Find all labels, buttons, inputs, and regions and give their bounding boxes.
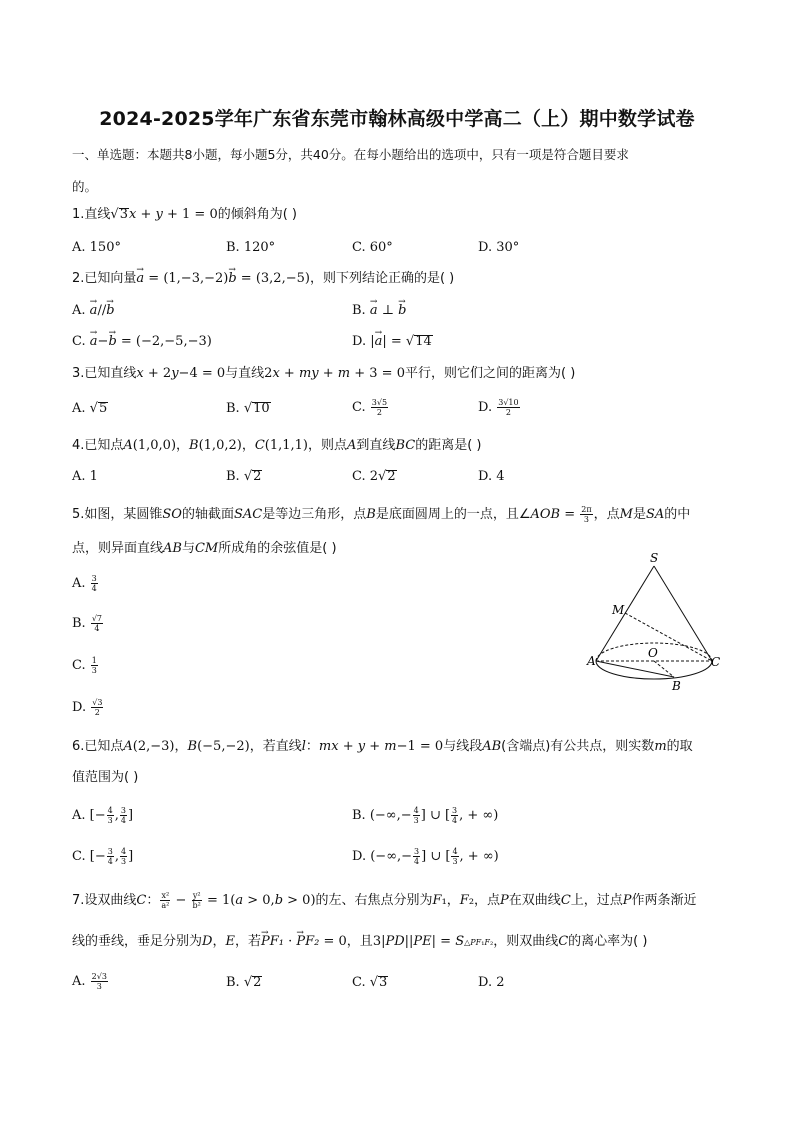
label-b: B xyxy=(672,679,681,693)
q7-option-b[interactable]: B. √2 xyxy=(226,975,262,990)
q5-option-c[interactable]: C. $\frac{1}{3}$ xyxy=(72,656,97,675)
q2-option-d[interactable]: D. |→ a| = √14 xyxy=(352,334,433,350)
question-6-stem: 6.已知点A(2,−3)，B(−5,−2)，若直线l：mx + y + m−1 = 0与线段AB(含端点)有公共点，则实数m的取 xyxy=(72,739,693,754)
q1-option-d[interactable]: D. 30° xyxy=(478,240,520,255)
cone-figure xyxy=(586,548,726,698)
segment-mc xyxy=(625,613,712,661)
q3-option-c[interactable]: C. $\frac{3√5}{2}$ xyxy=(352,398,388,417)
label-m: M xyxy=(612,603,625,617)
q7-option-a[interactable]: A. $\frac{2√3}{3}$ xyxy=(72,972,107,991)
q6-option-d[interactable]: D. (−∞,− $\frac{3}{4}$ ] ∪ [ $\frac{4}{3}$ , + ∞) xyxy=(352,847,499,866)
q1-option-a[interactable]: A. 150° xyxy=(72,240,121,255)
question-1-stem: 1.直线√3x + y + 1 = 0的倾斜角为( ) xyxy=(72,207,297,222)
question-4-stem: 4.已知点A(1,0,0)，B(1,0,2)，C(1,1,1)，则点A到直线BC的距离是( ) xyxy=(72,438,482,453)
question-3-stem: 3.已知直线x + 2y−4 = 0与直线2x + my + m + 3 = 0平行，则它们之间的距离为( ) xyxy=(72,366,576,381)
question-7-stem-cont: 线的垂线，垂足分别为D，E，若→ PF₁ · → PF₂ = 0，且3|PD||PE| = S△PF₁F₂，则双曲线C的离心率为( ) xyxy=(72,934,647,951)
label-o: O xyxy=(648,646,658,660)
q3-option-a[interactable]: A. √5 xyxy=(72,401,108,416)
label-a: A xyxy=(587,654,596,668)
q1-option-b[interactable]: B. 120° xyxy=(226,240,276,255)
q4-option-b[interactable]: B. √2 xyxy=(226,469,262,484)
question-2-stem: 2.已知向量→ a = (1,−3,−2)→ b = (3,2,−5)，则下列结论正确的是( ) xyxy=(72,271,454,287)
q5-option-a[interactable]: A. $\frac{3}{4}$ xyxy=(72,574,97,593)
q1-option-c[interactable]: C. 60° xyxy=(352,240,393,255)
q6-option-b[interactable]: B. (−∞,− $\frac{4}{3}$ ] ∪ [ $\frac{3}{4}$ , + ∞) xyxy=(352,806,499,825)
q2-option-b[interactable]: B. → a ⊥ → b xyxy=(352,303,406,319)
question-6-stem-cont: 值范围为( ) xyxy=(72,770,139,785)
cone-edge-sc xyxy=(654,566,712,661)
q4-option-c[interactable]: C. 2√2 xyxy=(352,469,396,484)
q6-option-a[interactable]: A. [− $\frac{4}{3}$ , $\frac{3}{4}$ ] xyxy=(72,806,134,825)
question-5-stem: 5.如图，某圆锥SO的轴截面SAC是等边三角形，点B是底面圆周上的一点，且∠AOB = $\frac{2\pi}{3}$ ，点M是SA的中 xyxy=(72,505,691,524)
label-c: C xyxy=(711,655,721,669)
q6-option-c[interactable]: C. [− $\frac{3}{4}$ , $\frac{4}{3}$ ] xyxy=(72,847,134,866)
label-s: S xyxy=(650,551,659,565)
q2-option-a[interactable]: A. → a//→ b xyxy=(72,303,115,319)
q5-option-b[interactable]: B. $\frac{√7}{4}$ xyxy=(72,614,103,633)
question-5-stem-cont: 点，则异面直线AB与CM所成角的余弦值是( ) xyxy=(72,541,337,556)
q7-option-d[interactable]: D. 2 xyxy=(478,975,505,990)
section-heading: 一、单选题：本题共8小题，每小题5分，共40分。在每小题给出的选项中，只有一项是符合题目要求 xyxy=(72,147,629,162)
q2-option-c[interactable]: C. → a−→ b = (−2,−5,−3) xyxy=(72,334,212,350)
q3-option-b[interactable]: B. √10 xyxy=(226,401,270,416)
q4-option-d[interactable]: D. 4 xyxy=(478,469,505,484)
q5-option-d[interactable]: D. $\frac{√3}{2}$ xyxy=(72,698,103,717)
q3-option-d[interactable]: D. $\frac{3√10}{2}$ xyxy=(478,398,519,417)
base-front-arc xyxy=(596,661,712,679)
question-7-stem: 7.设双曲线C： $\frac{\text{x²}}{\text{a²}}$ − $\frac{\text{y²}}{\text{b²}}$ = 1(a > 0,b > 0)的左、右焦点分别为F₁，F₂，点P在双曲线C上，过点P作两条渐近 xyxy=(72,891,697,910)
q4-option-a[interactable]: A. 1 xyxy=(72,469,98,484)
section-heading-cont: 的。 xyxy=(72,179,98,194)
q7-option-c[interactable]: C. √3 xyxy=(352,975,388,990)
segment-ab xyxy=(596,661,674,677)
page-title: 2024-2025学年广东省东莞市翰林高级中学高二（上）期中数学试卷 xyxy=(99,108,695,130)
